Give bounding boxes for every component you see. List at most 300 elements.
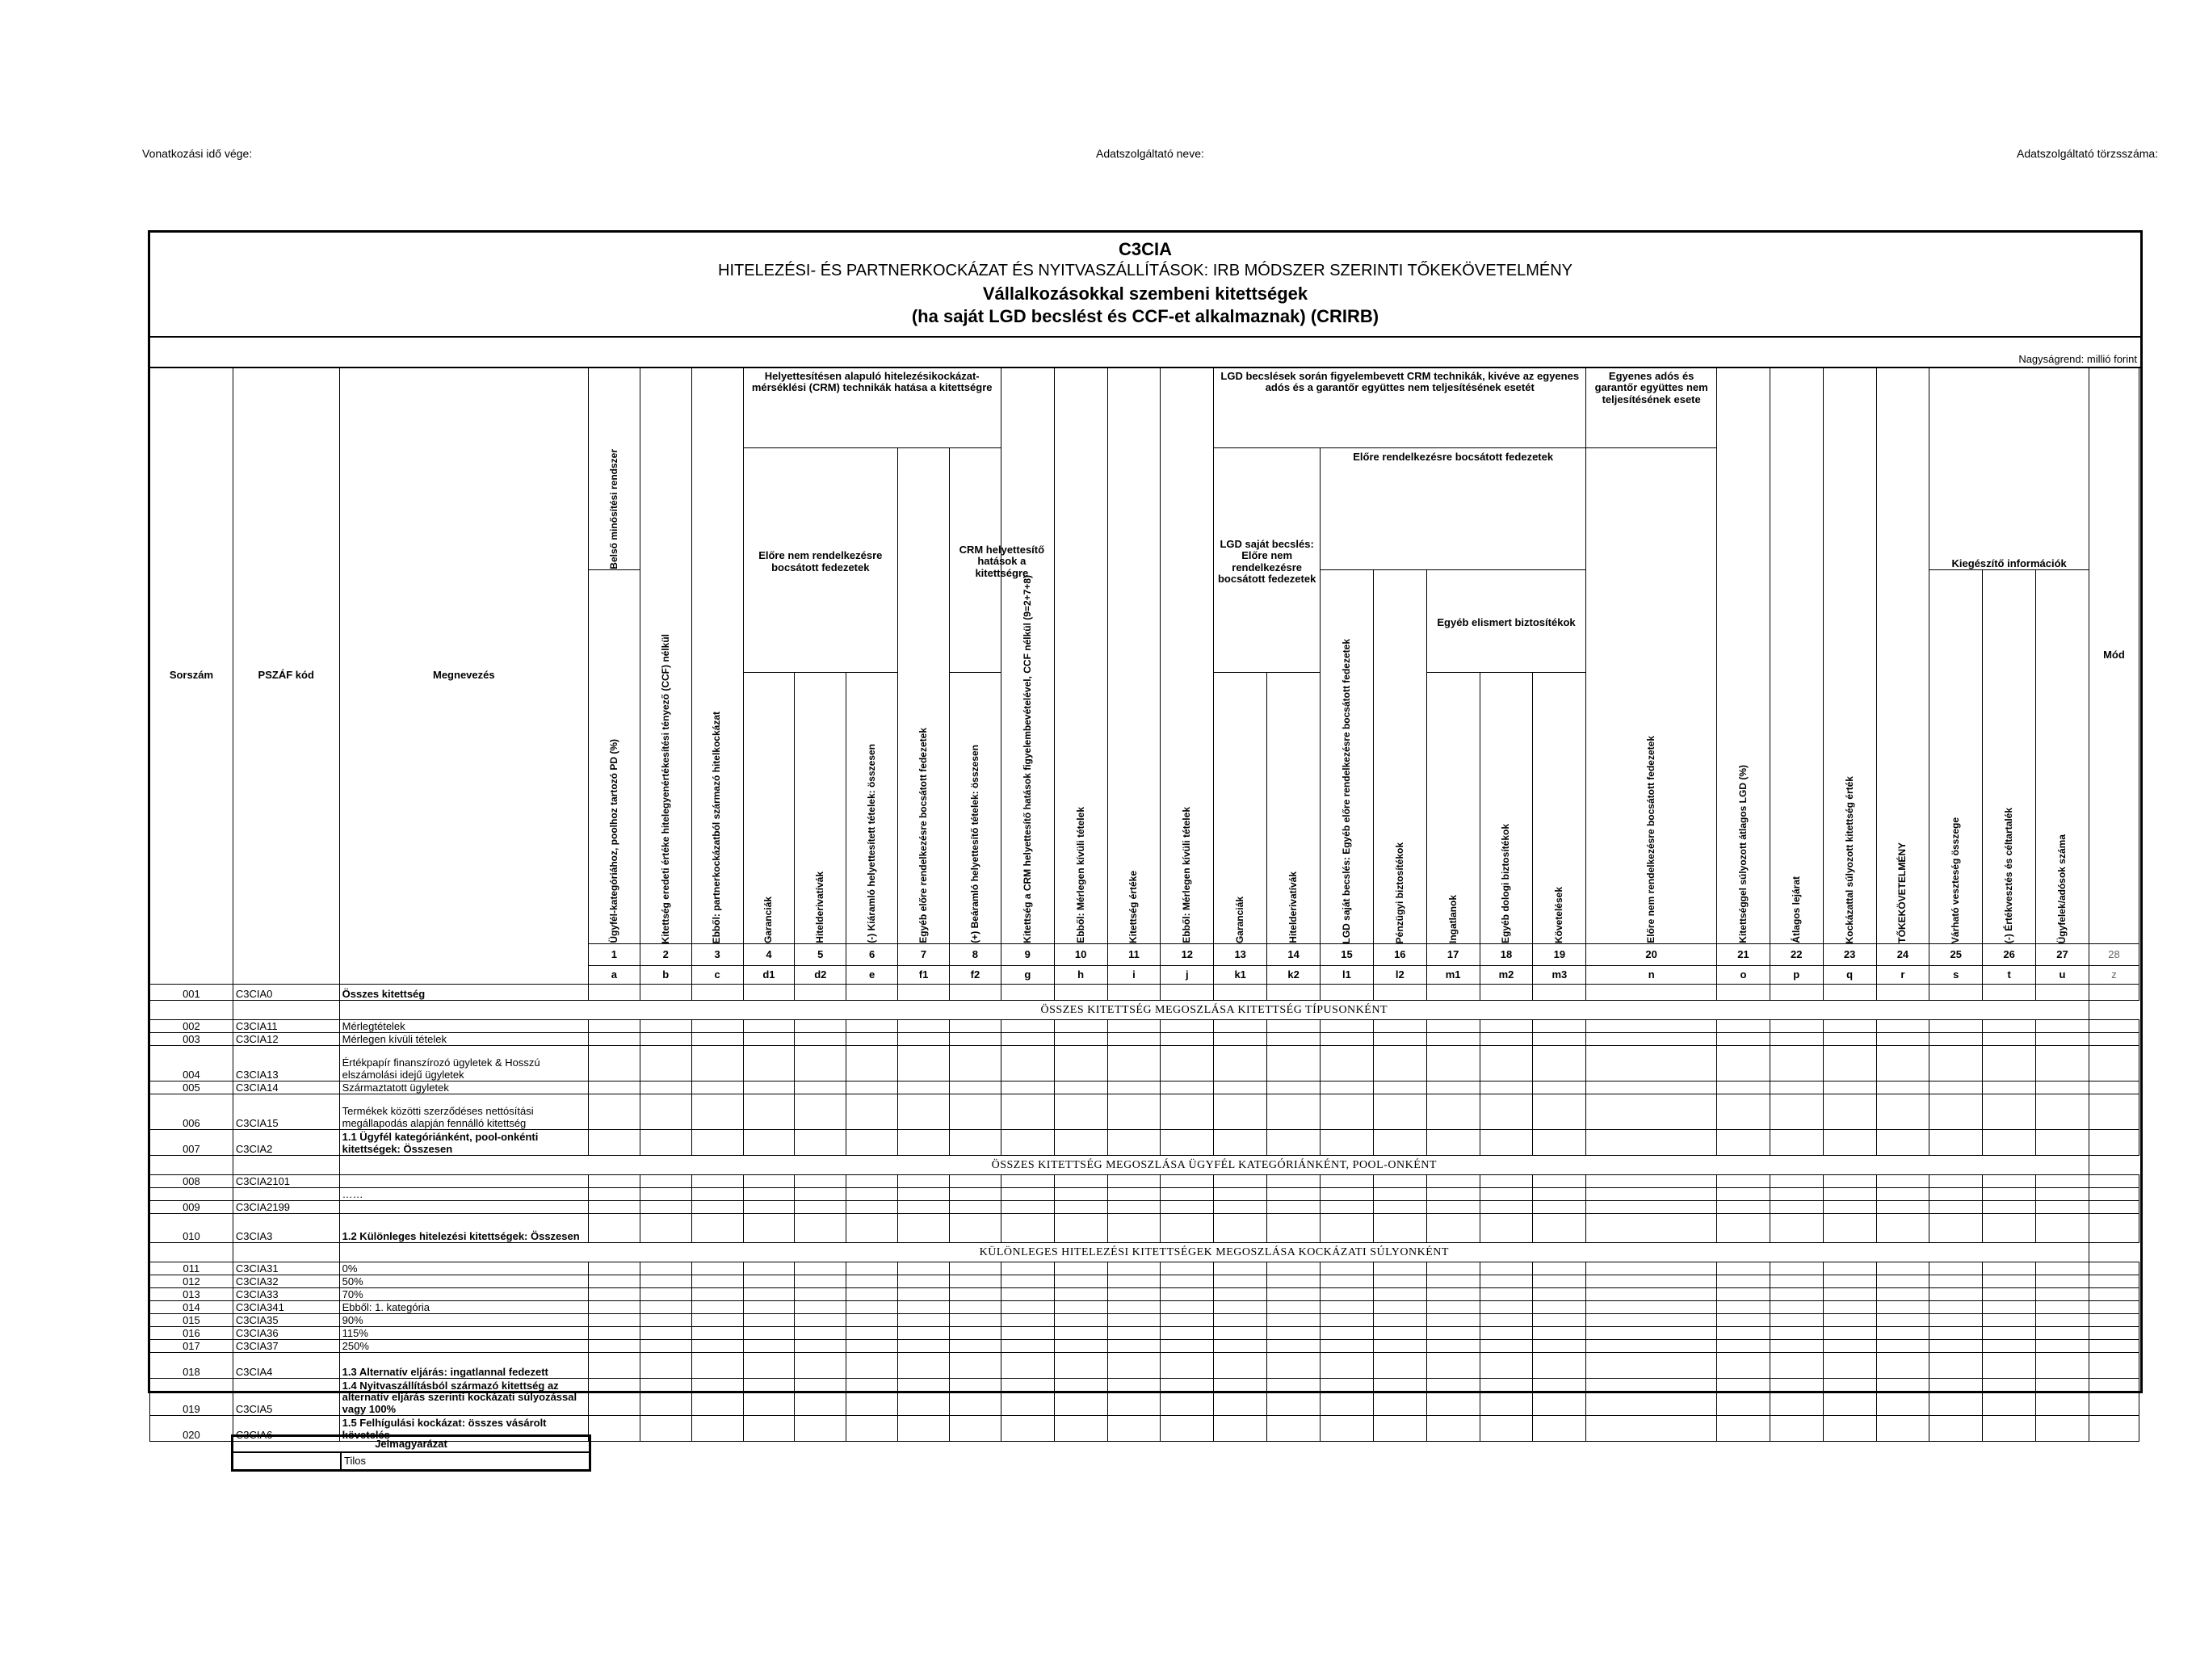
data-cell[interactable] [1770,1301,1823,1314]
data-cell[interactable] [2089,1214,2139,1243]
data-cell[interactable] [949,1288,1001,1301]
data-cell[interactable] [1321,1094,1374,1130]
data-cell[interactable] [1267,1262,1321,1275]
data-cell[interactable] [1823,1262,1876,1275]
data-cell[interactable] [1983,1201,2036,1214]
data-cell[interactable] [1929,1301,1983,1314]
data-cell[interactable] [1480,1379,1533,1416]
data-cell[interactable] [588,1188,640,1201]
data-cell[interactable] [1107,1094,1161,1130]
data-cell[interactable] [2036,1353,2089,1379]
data-cell[interactable] [1107,1340,1161,1353]
data-cell[interactable] [898,1188,950,1201]
data-cell[interactable] [1267,1020,1321,1033]
data-cell[interactable] [2089,1033,2139,1046]
data-cell[interactable] [1717,1262,1770,1275]
data-cell[interactable] [1321,1416,1374,1442]
data-cell[interactable] [1001,1046,1054,1082]
data-cell[interactable] [1001,1175,1054,1188]
data-cell[interactable] [846,1275,898,1288]
data-cell[interactable] [1480,1046,1533,1082]
data-cell[interactable] [1770,1340,1823,1353]
data-cell[interactable] [1267,1275,1321,1288]
data-cell[interactable] [1770,1314,1823,1327]
data-cell[interactable] [1876,1020,1929,1033]
data-cell[interactable] [1770,1020,1823,1033]
data-cell[interactable] [1161,1288,1214,1301]
data-cell[interactable] [1321,1314,1374,1327]
data-cell[interactable] [846,1082,898,1094]
data-cell[interactable] [1107,1353,1161,1379]
data-cell[interactable] [1001,1214,1054,1243]
data-cell[interactable] [949,1214,1001,1243]
data-cell[interactable] [1770,1094,1823,1130]
data-cell[interactable] [588,1130,640,1156]
data-cell[interactable] [1214,1046,1267,1082]
data-cell[interactable] [1983,1288,2036,1301]
data-cell[interactable] [1876,1353,1929,1379]
data-cell[interactable] [1001,1130,1054,1156]
data-cell[interactable] [1161,1214,1214,1243]
data-cell[interactable] [1717,1416,1770,1442]
data-cell[interactable] [1823,1020,1876,1033]
data-cell[interactable] [1717,1327,1770,1340]
data-cell[interactable] [640,1275,691,1288]
data-cell[interactable] [795,1340,846,1353]
data-cell[interactable] [795,1130,846,1156]
data-cell[interactable] [2089,1353,2139,1379]
data-cell[interactable] [846,1340,898,1353]
data-cell[interactable] [743,1416,795,1442]
data-cell[interactable] [1321,1340,1374,1353]
data-cell[interactable] [795,1033,846,1046]
data-cell[interactable] [1586,1214,1717,1243]
data-cell[interactable] [1001,1033,1054,1046]
data-cell[interactable] [1426,1327,1480,1340]
data-cell[interactable] [691,1379,743,1416]
data-cell[interactable] [1373,1214,1426,1243]
data-cell[interactable] [640,1327,691,1340]
data-cell[interactable] [1480,1033,1533,1046]
data-cell[interactable] [1054,1130,1107,1156]
data-cell[interactable] [1054,1340,1107,1353]
data-cell[interactable] [1717,1379,1770,1416]
data-cell[interactable] [1321,1082,1374,1094]
data-cell[interactable] [1480,1353,1533,1379]
data-cell[interactable] [691,1262,743,1275]
data-cell[interactable] [1214,1130,1267,1156]
data-cell[interactable] [1480,1130,1533,1156]
data-cell[interactable] [691,1020,743,1033]
data-cell[interactable] [1480,1288,1533,1301]
data-cell[interactable] [1480,1275,1533,1288]
data-cell[interactable] [898,1262,950,1275]
data-cell[interactable] [1001,1301,1054,1314]
data-cell[interactable] [846,1094,898,1130]
data-cell[interactable] [1001,1201,1054,1214]
data-cell[interactable] [1717,1301,1770,1314]
data-cell[interactable] [640,1201,691,1214]
data-cell[interactable] [1107,1416,1161,1442]
data-cell[interactable] [1321,1046,1374,1082]
data-cell[interactable] [795,1327,846,1340]
data-cell[interactable] [743,1130,795,1156]
data-cell[interactable] [1983,1094,2036,1130]
data-cell[interactable] [691,1353,743,1379]
data-cell[interactable] [2036,1175,2089,1188]
data-cell[interactable] [588,1379,640,1416]
data-cell[interactable] [1267,1340,1321,1353]
data-cell[interactable] [1480,1327,1533,1340]
data-cell[interactable] [588,1301,640,1314]
data-cell[interactable] [1983,1130,2036,1156]
data-cell[interactable] [2089,1020,2139,1033]
data-cell[interactable] [588,1288,640,1301]
data-cell[interactable] [1533,1188,1586,1201]
data-cell[interactable] [1876,1130,1929,1156]
data-cell[interactable] [1426,1201,1480,1214]
data-cell[interactable] [1533,1201,1586,1214]
data-cell[interactable] [1426,1262,1480,1275]
data-cell[interactable] [2036,1082,2089,1094]
data-cell[interactable] [846,1327,898,1340]
data-cell[interactable] [1214,1340,1267,1353]
data-cell[interactable] [640,1130,691,1156]
data-cell[interactable] [1480,1188,1533,1201]
data-cell[interactable] [1161,1275,1214,1288]
data-cell[interactable] [1823,1094,1876,1130]
data-cell[interactable] [691,1046,743,1082]
data-cell[interactable] [743,1188,795,1201]
data-cell[interactable] [588,1327,640,1340]
data-cell[interactable] [795,1301,846,1314]
data-cell[interactable] [1770,985,1823,1001]
data-cell[interactable] [1876,985,1929,1001]
data-cell[interactable] [2089,1262,2139,1275]
data-cell[interactable] [2036,1262,2089,1275]
data-cell[interactable] [846,1262,898,1275]
data-cell[interactable] [2036,1201,2089,1214]
data-cell[interactable] [949,1262,1001,1275]
data-cell[interactable] [1876,1201,1929,1214]
data-cell[interactable] [1107,1175,1161,1188]
data-cell[interactable] [1770,1082,1823,1094]
data-cell[interactable] [588,1416,640,1442]
data-cell[interactable] [640,1094,691,1130]
data-cell[interactable] [1770,1175,1823,1188]
data-cell[interactable] [1929,1416,1983,1442]
data-cell[interactable] [1770,1033,1823,1046]
data-cell[interactable] [1107,1130,1161,1156]
data-cell[interactable] [1373,1314,1426,1327]
data-cell[interactable] [743,1033,795,1046]
data-cell[interactable] [1107,1379,1161,1416]
data-cell[interactable] [588,1275,640,1288]
data-cell[interactable] [795,1379,846,1416]
data-cell[interactable] [846,1288,898,1301]
data-cell[interactable] [1321,1201,1374,1214]
data-cell[interactable] [795,1416,846,1442]
data-cell[interactable] [898,1379,950,1416]
data-cell[interactable] [1214,1379,1267,1416]
data-cell[interactable] [743,1314,795,1327]
data-cell[interactable] [2089,1046,2139,1082]
data-cell[interactable] [1717,1175,1770,1188]
data-cell[interactable] [1533,1275,1586,1288]
data-cell[interactable] [1001,1288,1054,1301]
data-cell[interactable] [588,1094,640,1130]
data-cell[interactable] [1001,1353,1054,1379]
data-cell[interactable] [1983,1314,2036,1327]
data-cell[interactable] [2089,1288,2139,1301]
data-cell[interactable] [898,1314,950,1327]
data-cell[interactable] [1480,1094,1533,1130]
data-cell[interactable] [1586,1201,1717,1214]
data-cell[interactable] [691,1327,743,1340]
data-cell[interactable] [1823,1201,1876,1214]
data-cell[interactable] [1823,1379,1876,1416]
data-cell[interactable] [2036,1020,2089,1033]
data-cell[interactable] [898,1046,950,1082]
data-cell[interactable] [1983,1082,2036,1094]
data-cell[interactable] [1983,1353,2036,1379]
data-cell[interactable] [2036,1188,2089,1201]
data-cell[interactable] [1267,1082,1321,1094]
data-cell[interactable] [949,1130,1001,1156]
data-cell[interactable] [1054,1379,1107,1416]
data-cell[interactable] [898,1340,950,1353]
data-cell[interactable] [1533,1314,1586,1327]
data-cell[interactable] [898,1275,950,1288]
data-cell[interactable] [1214,1094,1267,1130]
data-cell[interactable] [640,1020,691,1033]
data-cell[interactable] [2036,1046,2089,1082]
data-cell[interactable] [1586,1327,1717,1340]
data-cell[interactable] [898,1201,950,1214]
data-cell[interactable] [1161,1379,1214,1416]
data-cell[interactable] [691,1275,743,1288]
data-cell[interactable] [1533,1301,1586,1314]
data-cell[interactable] [2036,1301,2089,1314]
data-cell[interactable] [1717,1094,1770,1130]
data-cell[interactable] [743,1340,795,1353]
data-cell[interactable] [2036,1094,2089,1130]
data-cell[interactable] [1001,1275,1054,1288]
data-cell[interactable] [691,1214,743,1243]
data-cell[interactable] [1876,1379,1929,1416]
data-cell[interactable] [2089,1301,2139,1314]
data-cell[interactable] [1876,1262,1929,1275]
data-cell[interactable] [1717,1275,1770,1288]
data-cell[interactable] [1001,985,1054,1001]
data-cell[interactable] [795,985,846,1001]
data-cell[interactable] [1876,1094,1929,1130]
data-cell[interactable] [1876,1314,1929,1327]
data-cell[interactable] [1983,985,2036,1001]
data-cell[interactable] [1214,1353,1267,1379]
data-cell[interactable] [846,1175,898,1188]
data-cell[interactable] [1823,1288,1876,1301]
data-cell[interactable] [1533,1033,1586,1046]
data-cell[interactable] [691,1188,743,1201]
data-cell[interactable] [1717,1201,1770,1214]
data-cell[interactable] [898,1327,950,1340]
data-cell[interactable] [2036,1327,2089,1340]
data-cell[interactable] [1426,1214,1480,1243]
data-cell[interactable] [1267,1033,1321,1046]
data-cell[interactable] [1533,1082,1586,1094]
data-cell[interactable] [2089,1416,2139,1442]
data-cell[interactable] [1533,1214,1586,1243]
data-cell[interactable] [1107,985,1161,1001]
data-cell[interactable] [1983,1175,2036,1188]
data-cell[interactable] [2036,1214,2089,1243]
data-cell[interactable] [1929,1020,1983,1033]
data-cell[interactable] [1107,1314,1161,1327]
data-cell[interactable] [1161,1046,1214,1082]
data-cell[interactable] [1426,1340,1480,1353]
data-cell[interactable] [846,1046,898,1082]
data-cell[interactable] [743,1214,795,1243]
data-cell[interactable] [1267,1188,1321,1201]
data-cell[interactable] [1929,1130,1983,1156]
data-cell[interactable] [1770,1275,1823,1288]
data-cell[interactable] [743,985,795,1001]
data-cell[interactable] [949,1275,1001,1288]
data-cell[interactable] [1823,1188,1876,1201]
data-cell[interactable] [1054,1201,1107,1214]
data-cell[interactable] [691,1082,743,1094]
data-cell[interactable] [1373,1188,1426,1201]
data-cell[interactable] [1373,1379,1426,1416]
data-cell[interactable] [1321,985,1374,1001]
data-cell[interactable] [1001,1314,1054,1327]
data-cell[interactable] [1876,1046,1929,1082]
data-cell[interactable] [1586,1046,1717,1082]
data-cell[interactable] [2089,1327,2139,1340]
data-cell[interactable] [2089,1340,2139,1353]
data-cell[interactable] [1373,1046,1426,1082]
data-cell[interactable] [1770,1188,1823,1201]
data-cell[interactable] [1054,1288,1107,1301]
data-cell[interactable] [1717,1130,1770,1156]
data-cell[interactable] [1321,1327,1374,1340]
data-cell[interactable] [1533,1353,1586,1379]
data-cell[interactable] [898,1416,950,1442]
data-cell[interactable] [1929,1353,1983,1379]
data-cell[interactable] [1107,1327,1161,1340]
data-cell[interactable] [1054,1046,1107,1082]
data-cell[interactable] [1876,1327,1929,1340]
data-cell[interactable] [846,1201,898,1214]
data-cell[interactable] [640,1214,691,1243]
data-cell[interactable] [1533,1340,1586,1353]
data-cell[interactable] [2089,1175,2139,1188]
data-cell[interactable] [1876,1188,1929,1201]
data-cell[interactable] [1586,1314,1717,1327]
data-cell[interactable] [1054,1188,1107,1201]
data-cell[interactable] [1586,985,1717,1001]
data-cell[interactable] [1426,1314,1480,1327]
data-cell[interactable] [898,1082,950,1094]
data-cell[interactable] [949,1379,1001,1416]
data-cell[interactable] [1426,1130,1480,1156]
data-cell[interactable] [2089,1379,2139,1416]
data-cell[interactable] [743,1175,795,1188]
data-cell[interactable] [1586,1188,1717,1201]
data-cell[interactable] [1770,1262,1823,1275]
data-cell[interactable] [588,1175,640,1188]
data-cell[interactable] [2036,1379,2089,1416]
data-cell[interactable] [691,1314,743,1327]
data-cell[interactable] [1717,1288,1770,1301]
data-cell[interactable] [898,985,950,1001]
data-cell[interactable] [1480,985,1533,1001]
data-cell[interactable] [1214,1020,1267,1033]
data-cell[interactable] [1054,1020,1107,1033]
data-cell[interactable] [1770,1214,1823,1243]
data-cell[interactable] [949,1175,1001,1188]
data-cell[interactable] [743,1288,795,1301]
data-cell[interactable] [1161,1314,1214,1327]
data-cell[interactable] [846,1130,898,1156]
data-cell[interactable] [1823,1214,1876,1243]
data-cell[interactable] [1586,1262,1717,1275]
data-cell[interactable] [1426,1046,1480,1082]
data-cell[interactable] [1214,1327,1267,1340]
data-cell[interactable] [846,1188,898,1201]
data-cell[interactable] [898,1130,950,1156]
data-cell[interactable] [640,1353,691,1379]
data-cell[interactable] [1929,1340,1983,1353]
data-cell[interactable] [1001,1082,1054,1094]
data-cell[interactable] [1321,1275,1374,1288]
data-cell[interactable] [1929,1188,1983,1201]
data-cell[interactable] [743,1020,795,1033]
data-cell[interactable] [1983,1275,2036,1288]
data-cell[interactable] [846,1033,898,1046]
data-cell[interactable] [640,1082,691,1094]
data-cell[interactable] [1823,1301,1876,1314]
data-cell[interactable] [1929,1262,1983,1275]
data-cell[interactable] [1586,1130,1717,1156]
data-cell[interactable] [1001,1340,1054,1353]
data-cell[interactable] [1586,1340,1717,1353]
data-cell[interactable] [1321,1262,1374,1275]
data-cell[interactable] [1533,1020,1586,1033]
data-cell[interactable] [949,1416,1001,1442]
data-cell[interactable] [795,1214,846,1243]
data-cell[interactable] [1876,1301,1929,1314]
data-cell[interactable] [1161,1327,1214,1340]
data-cell[interactable] [1373,1130,1426,1156]
data-cell[interactable] [949,1327,1001,1340]
data-cell[interactable] [846,1020,898,1033]
data-cell[interactable] [1161,1130,1214,1156]
data-cell[interactable] [949,1201,1001,1214]
data-cell[interactable] [743,1301,795,1314]
data-cell[interactable] [2036,1033,2089,1046]
data-cell[interactable] [898,1214,950,1243]
data-cell[interactable] [743,1201,795,1214]
data-cell[interactable] [795,1353,846,1379]
data-cell[interactable] [1480,1314,1533,1327]
data-cell[interactable] [1267,1314,1321,1327]
data-cell[interactable] [1161,1262,1214,1275]
data-cell[interactable] [1161,1020,1214,1033]
data-cell[interactable] [1267,1046,1321,1082]
data-cell[interactable] [795,1314,846,1327]
